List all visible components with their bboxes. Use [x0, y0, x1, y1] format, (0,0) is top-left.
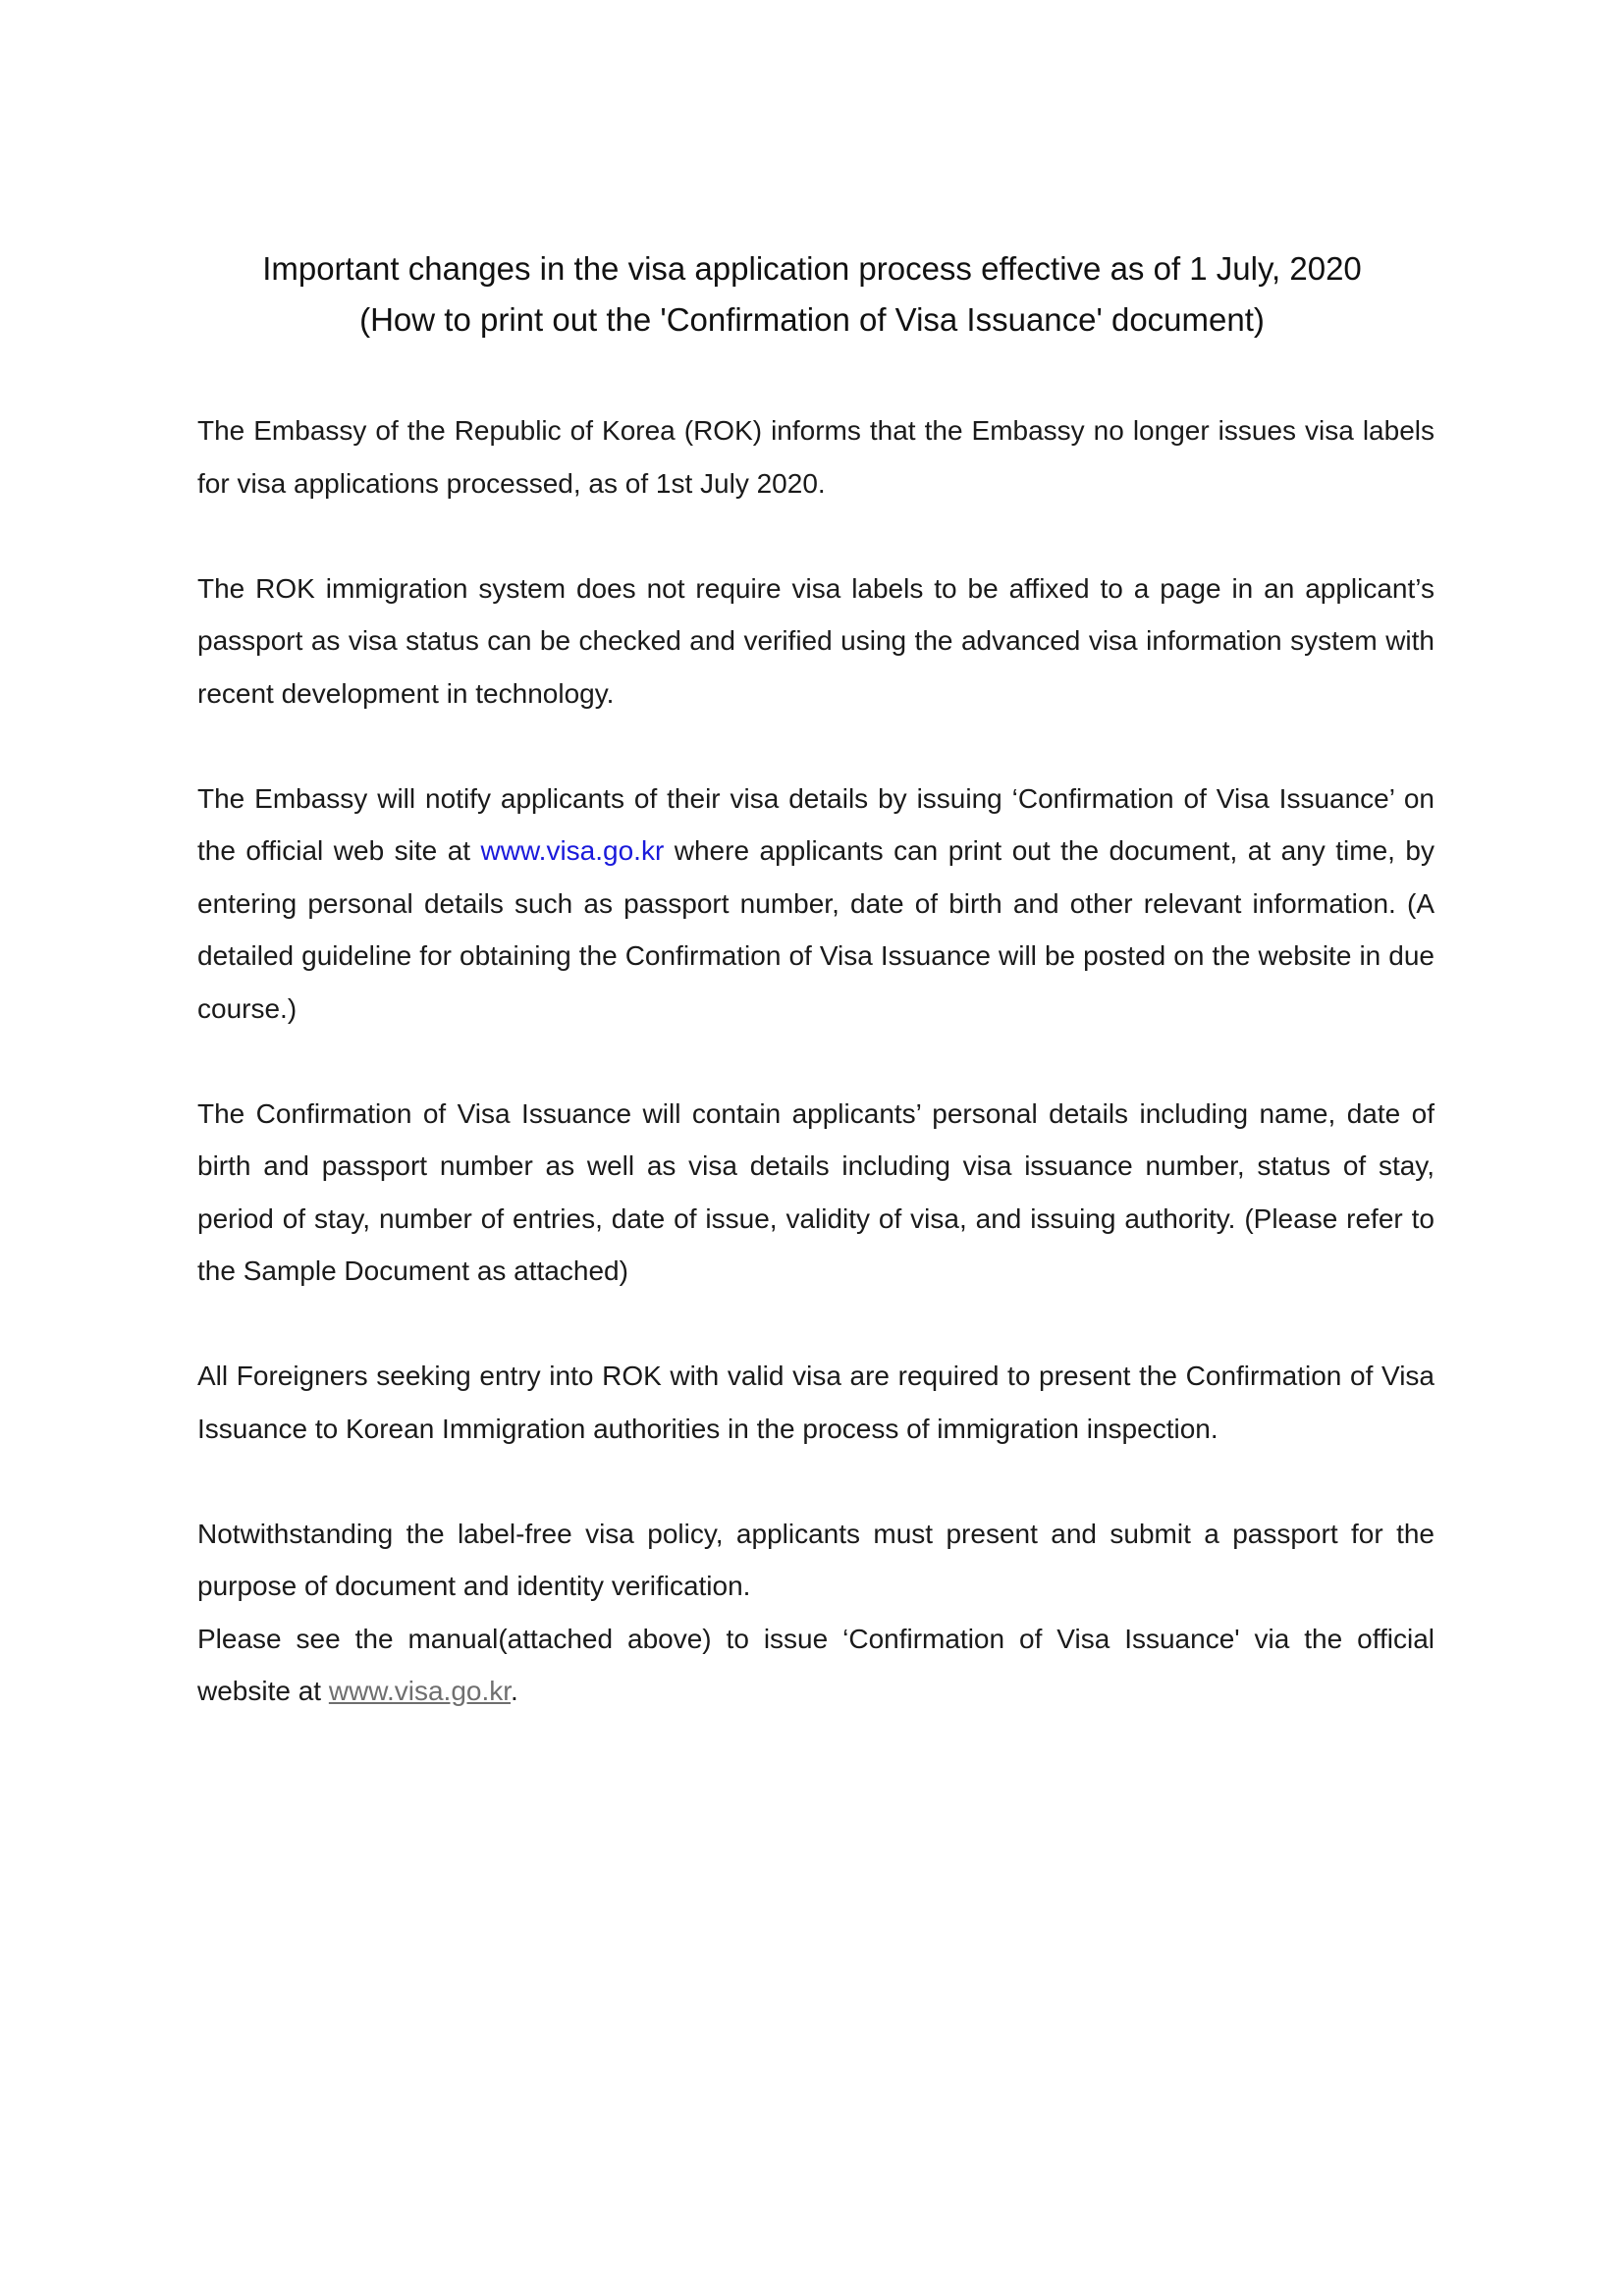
paragraph-confirmation-notice-text-1: The Embassy will notify applicants of their visa details by issuing ‘Confirmation of Visa Issuance’ on the official web site at	[197, 782, 1435, 866]
paragraph-visa-labels: The Embassy of the Republic of Korea (ROK) informs that the Embassy no longer issues visa labels for visa applications processed, as of 1st July 2020.	[197, 415, 1435, 499]
title-line-2: (How to print out the 'Confirmation of Visa Issuance' document)	[359, 301, 1265, 338]
visa-website-link-underlined[interactable]: www.visa.go.kr	[328, 1676, 512, 1706]
document-title	[0, 243, 1624, 346]
paragraph-manual-text-1: Please see the manual(attached above) to issue ‘Confirmation of Visa Issuance' via the official website at	[197, 1623, 1435, 1706]
paragraph-entry-requirement: All Foreigners seeking entry into ROK with valid visa are required to present the Confirmation of Visa Issuance to Korean Immigration authorities in the process of immigration inspection.	[197, 1361, 1435, 1444]
paragraph-passport-requirement: Notwithstanding the label-free visa policy, applicants must present and submit a passport for the purpose of document and identity verification.	[197, 1518, 1435, 1601]
visa-website-link[interactable]: www.visa.go.kr	[480, 835, 665, 866]
title-line-1: Important changes in the visa application process effective as of 1 July, 2020	[262, 250, 1362, 287]
paragraph-confirmation-notice	[197, 773, 1435, 1036]
paragraph-confirmation-contents: The Confirmation of Visa Issuance will contain applicants’ personal details including name, date of birth and passport number as well as visa details including visa issuance number, status of stay, period of stay, number of entries, date of issue, validity of visa, and issuing authority. (Please refer to the Sample Document as attached)	[197, 1097, 1435, 1286]
paragraph-confirmation-notice-text-2: where applicants can print out the document, at any time, by entering personal details such as passport number, date of birth and other relevant information. (A detailed guideline for obtaining the Confirmation of Visa Issuance will be posted on the website in due course.)	[197, 835, 1435, 1024]
paragraph-manual-instructions	[197, 1613, 1435, 1718]
paragraph-manual-text-2: .	[511, 1676, 518, 1706]
paragraph-immigration-system: The ROK immigration system does not require visa labels to be affixed to a page in an applicant’s passport as visa status can be checked and verified using the advanced visa information system with recent development in technology.	[197, 572, 1435, 709]
document-body	[197, 404, 1435, 1718]
